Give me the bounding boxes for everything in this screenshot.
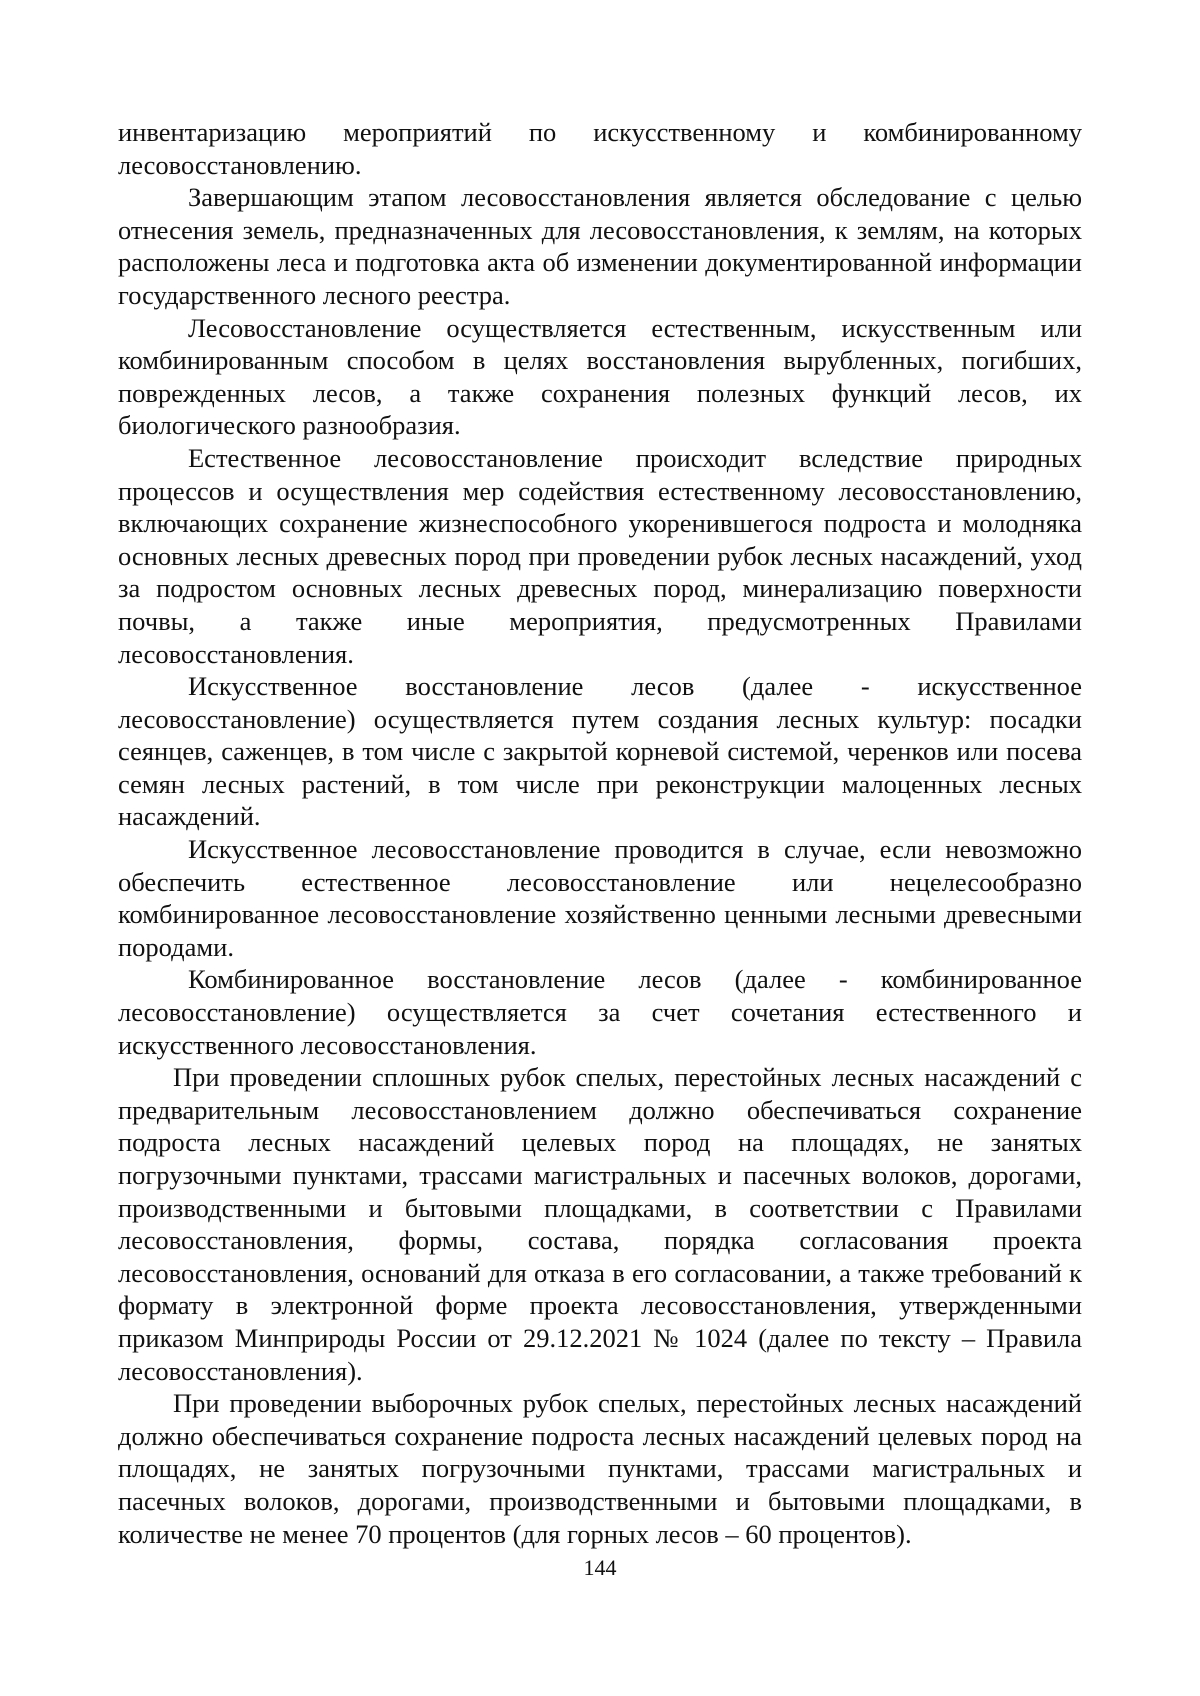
paragraph-final-stage: Завершающим этапом лесовосстановления является обследование с целью отнесения земель, предназначенных для лесовосстановления, к землям, на которых расположены леса и подготовка акта об изменении документированной информации государственного лесного реестра. <box>118 182 1082 310</box>
paragraph-selective-cutting: При проведении выборочных рубок спелых, перестойных лесных насаждений должно обеспечиваться сохранение подроста лесных насаждений целевых пород на площадях, не занятых погрузочными пунктами, трассами магистральных и пасечных волоков, дорогами, производственными и бытовыми площадками, в количестве не менее 70 процентов (для горных лесов – 60 процентов). <box>118 1388 1082 1549</box>
paragraph-reforestation-methods: Лесовосстановление осуществляется естественным, искусственным или комбинированным способом в целях восстановления вырубленных, погибших, поврежденных лесов, а также сохранения полезных функций лесов, их биологического разнообразия. <box>118 312 1082 441</box>
paragraph-continuation: инвентаризацию мероприятий по искусственному и комбинированному лесовосстановлению. <box>118 117 1082 180</box>
page-number: 144 <box>583 1555 617 1580</box>
body-text <box>118 116 1082 1550</box>
paragraph-natural-reforestation: Естественное лесовосстановление происходит вследствие природных процессов и осуществления мер содействия естественному лесовосстановлению, включающих сохранение жизнеспособного укоренившегося подроста и молодняка основных лесных древесных пород при проведении рубок лесных насаждений, уход за подростом основных лесных древесных пород, минерализацию поверхности почвы, а также иные мероприятия, предусмотренных Правилами лесовосстановления. <box>118 442 1082 669</box>
paragraph-combined-restoration: Комбинированное восстановление лесов (далее - комбинированное лесовосстановление) осуществляется за счет сочетания естественного и искусственного лесовосстановления. <box>118 964 1082 1060</box>
paragraph-artificial-restoration: Искусственное восстановление лесов (далее - искусственное лесовосстановление) осуществляется путем создания лесных культур: посадки сеянцев, саженцев, в том числе с закрытой корневой системой, черенков или посева семян лесных растений, в том числе при реконструкции малоценных лесных насаждений. <box>118 671 1082 832</box>
paragraph-clear-cutting: При проведении сплошных рубок спелых, перестойных лесных насаждений с предварительным лесовосстановлением должно обеспечиваться сохранение подроста лесных насаждений целевых пород на площадях, не занятых погрузочными пунктами, трассами магистральных и пасечных волоков, дорогами, производственными и бытовыми площадками, в соответствии с Правилами лесовосстановления, формы, состава, порядка согласования проекта лесовосстановления, оснований для отказа в его согласовании, а также требований к формату в электронной форме проекта лесовосстановления, утвержденными приказом Минприроды России от 29.12.2021 № 1024 (далее по тексту – Правила лесовосстановления). <box>118 1062 1082 1386</box>
paragraph-artificial-cases: Искусственное лесовосстановление проводится в случае, если невозможно обеспечить естественное лесовосстановление или нецелесообразно комбинированное лесовосстановление хозяйственно ценными лесными древесными породами. <box>118 834 1082 962</box>
